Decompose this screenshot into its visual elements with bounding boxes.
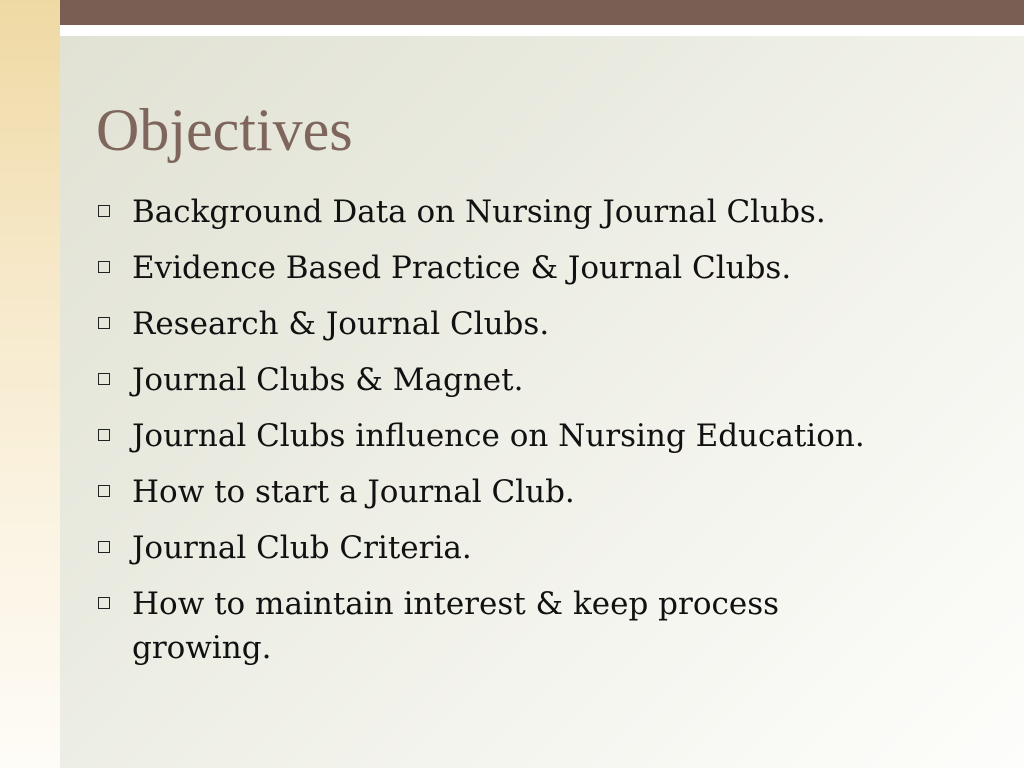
list-item — [98, 526, 928, 570]
hollow-square-bullet-icon — [98, 261, 110, 273]
objectives-list — [98, 190, 928, 682]
list-item — [98, 582, 928, 670]
hollow-square-bullet-icon — [98, 485, 110, 497]
top-separator — [60, 25, 1024, 36]
list-item-text: Evidence Based Practice & Journal Clubs. — [132, 250, 792, 286]
hollow-square-bullet-icon — [98, 541, 110, 553]
slide-title: Objectives — [96, 97, 353, 163]
list-item-text: Journal Clubs influence on Nursing Education. — [132, 418, 865, 454]
hollow-square-bullet-icon — [98, 429, 110, 441]
list-item-text: How to start a Journal Club. — [132, 474, 575, 510]
hollow-square-bullet-icon — [98, 373, 110, 385]
list-item — [98, 190, 928, 234]
list-item — [98, 246, 928, 290]
list-item — [98, 414, 928, 458]
list-item — [98, 358, 928, 402]
hollow-square-bullet-icon — [98, 317, 110, 329]
top-accent-bar — [60, 0, 1024, 25]
list-item — [98, 302, 928, 346]
list-item-text: Background Data on Nursing Journal Clubs. — [132, 194, 826, 230]
list-item-text: How to maintain interest & keep process growing. — [132, 586, 780, 666]
hollow-square-bullet-icon — [98, 597, 110, 609]
list-item-text: Journal Club Criteria. — [132, 530, 472, 566]
list-item-text: Journal Clubs & Magnet. — [132, 362, 524, 398]
hollow-square-bullet-icon — [98, 205, 110, 217]
list-item — [98, 470, 928, 514]
list-item-text: Research & Journal Clubs. — [132, 306, 550, 342]
left-accent-bar — [0, 0, 60, 768]
